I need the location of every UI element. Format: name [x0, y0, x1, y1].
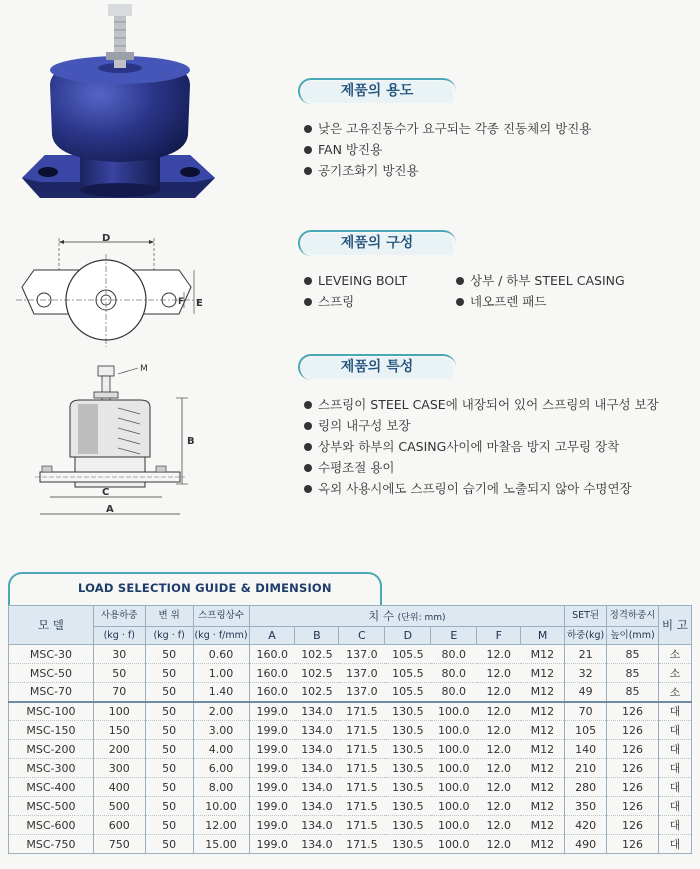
table-cell: 3.00 — [193, 721, 249, 740]
header-dim-b: B — [295, 627, 339, 645]
table-cell: 소 — [658, 683, 691, 702]
table-cell: 50 — [93, 664, 145, 683]
header-displacement: 변 위 — [145, 606, 193, 627]
section-usage-header — [298, 78, 458, 104]
table-cell: M12 — [521, 759, 565, 778]
table-cell: 126 — [607, 778, 659, 797]
table-cell: 100.0 — [431, 702, 477, 721]
table-cell: 140 — [565, 740, 607, 759]
table-cell: 126 — [607, 721, 659, 740]
header-note: 비 고 — [658, 606, 691, 645]
table-cell: 105.5 — [385, 664, 431, 683]
header-rated-height: 정격하중시 — [607, 606, 659, 627]
section-features-title: 제품의 특성 — [340, 359, 414, 375]
table-cell: 대 — [658, 797, 691, 816]
header-dim-m: M — [521, 627, 565, 645]
features-list — [304, 394, 659, 499]
table-cell: 대 — [658, 778, 691, 797]
table-row — [9, 816, 692, 835]
table-cell: MSC-750 — [9, 835, 94, 854]
list-item: 스프링이 STEEL CASE에 내장되어 있어 스프링의 내구성 보장 — [304, 394, 659, 415]
table-cell: 100.0 — [431, 835, 477, 854]
table-cell: M12 — [521, 645, 565, 664]
table-cell: 50 — [145, 702, 193, 721]
table-cell: 100.0 — [431, 740, 477, 759]
table-cell: 50 — [145, 816, 193, 835]
table-cell: 105 — [565, 721, 607, 740]
table-cell: 199.0 — [249, 816, 295, 835]
header-dim-e: E — [431, 627, 477, 645]
header-set-load-unit: 하중(kg) — [565, 627, 607, 645]
table-cell: M12 — [521, 835, 565, 854]
table-cell: 160.0 — [249, 645, 295, 664]
table-cell: 130.5 — [385, 835, 431, 854]
table-cell: 102.5 — [295, 664, 339, 683]
list-item: 네오프렌 패드 — [456, 291, 656, 312]
table-cell: 750 — [93, 835, 145, 854]
table-cell: 6.00 — [193, 759, 249, 778]
table-cell: 134.0 — [295, 759, 339, 778]
table-cell: 134.0 — [295, 721, 339, 740]
table-cell: 500 — [93, 797, 145, 816]
table-row — [9, 759, 692, 778]
table-row — [9, 740, 692, 759]
dim-label-c: C — [102, 487, 110, 498]
table-row — [9, 702, 692, 721]
table-cell: 130.5 — [385, 740, 431, 759]
table-cell: 171.5 — [339, 740, 385, 759]
table-row — [9, 835, 692, 854]
header-dim-a: A — [249, 627, 295, 645]
table-cell: 137.0 — [339, 645, 385, 664]
table-cell: 126 — [607, 797, 659, 816]
table-cell: 134.0 — [295, 835, 339, 854]
table-cell: 85 — [607, 645, 659, 664]
table-cell: 50 — [145, 721, 193, 740]
table-cell: 10.00 — [193, 797, 249, 816]
table-cell: 85 — [607, 664, 659, 683]
section-features — [298, 354, 659, 499]
table-cell: 171.5 — [339, 759, 385, 778]
table-cell: 160.0 — [249, 664, 295, 683]
table-cell: M12 — [521, 778, 565, 797]
table-cell: 50 — [145, 664, 193, 683]
table-cell: 70 — [93, 683, 145, 702]
table-cell: 대 — [658, 702, 691, 721]
top-view-drawing — [14, 232, 219, 352]
header-dim-f: F — [477, 627, 521, 645]
table-cell: 134.0 — [295, 740, 339, 759]
table-cell: 12.0 — [477, 721, 521, 740]
dim-label-e: E — [196, 298, 203, 309]
table-cell: MSC-150 — [9, 721, 94, 740]
table-cell: 130.5 — [385, 702, 431, 721]
table-row — [9, 664, 692, 683]
table-cell: 199.0 — [249, 740, 295, 759]
dim-label-m: M — [140, 364, 148, 374]
table-cell: 50 — [145, 683, 193, 702]
table-cell: M12 — [521, 816, 565, 835]
section-usage-title: 제품의 용도 — [340, 83, 414, 99]
list-item: 공기조화기 방진용 — [304, 160, 591, 181]
table-cell: 12.0 — [477, 835, 521, 854]
table-cell: 130.5 — [385, 778, 431, 797]
table-cell: M12 — [521, 683, 565, 702]
table-cell: 171.5 — [339, 835, 385, 854]
table-cell: 126 — [607, 816, 659, 835]
table-cell: 12.0 — [477, 702, 521, 721]
section-composition-title: 제품의 구성 — [340, 235, 414, 251]
table-cell: M12 — [521, 664, 565, 683]
table-cell: 50 — [145, 759, 193, 778]
table-cell: 50 — [145, 797, 193, 816]
dim-label-b: B — [187, 436, 195, 447]
table-cell: 100.0 — [431, 759, 477, 778]
table-cell: 12.00 — [193, 816, 249, 835]
section-composition — [298, 230, 656, 312]
table-cell: 대 — [658, 759, 691, 778]
table-cell: 134.0 — [295, 702, 339, 721]
header-displacement-unit: (kg · f) — [145, 627, 193, 645]
table-cell: 소 — [658, 664, 691, 683]
header-load-unit: (kg · f) — [93, 627, 145, 645]
table-cell: 134.0 — [295, 778, 339, 797]
table-cell: 80.0 — [431, 664, 477, 683]
table-cell: 171.5 — [339, 721, 385, 740]
table-cell: MSC-500 — [9, 797, 94, 816]
table-cell: 137.0 — [339, 683, 385, 702]
table-cell: 350 — [565, 797, 607, 816]
table-row — [9, 645, 692, 664]
table-cell: 50 — [145, 835, 193, 854]
composition-list — [304, 270, 656, 312]
table-cell: 12.0 — [477, 816, 521, 835]
table-cell: 134.0 — [295, 797, 339, 816]
table-cell: 100.0 — [431, 721, 477, 740]
table-cell: 210 — [565, 759, 607, 778]
table-cell: 199.0 — [249, 835, 295, 854]
table-cell: 130.5 — [385, 816, 431, 835]
table-cell: MSC-400 — [9, 778, 94, 797]
table-cell: 199.0 — [249, 797, 295, 816]
table-cell: 80.0 — [431, 683, 477, 702]
table-cell: 70 — [565, 702, 607, 721]
table-cell: 130.5 — [385, 797, 431, 816]
table-cell: 12.0 — [477, 778, 521, 797]
table-cell: 12.0 — [477, 645, 521, 664]
header-dimensions: 치 수 (단위: mm) — [249, 606, 565, 627]
table-cell: 12.0 — [477, 797, 521, 816]
table-cell: 134.0 — [295, 816, 339, 835]
table-cell: 150 — [93, 721, 145, 740]
table-cell: 126 — [607, 740, 659, 759]
table-cell: MSC-50 — [9, 664, 94, 683]
table-cell: MSC-70 — [9, 683, 94, 702]
header-rated-height-unit: 높이(mm) — [607, 627, 659, 645]
table-cell: 137.0 — [339, 664, 385, 683]
usage-list — [304, 118, 591, 181]
table-cell: 50 — [145, 645, 193, 664]
load-guide-title: LOAD SELECTION GUIDE & DIMENSION — [78, 581, 332, 595]
table-cell: 4.00 — [193, 740, 249, 759]
side-view-drawing — [30, 362, 205, 522]
table-cell: 199.0 — [249, 759, 295, 778]
table-cell: 171.5 — [339, 778, 385, 797]
header-spring-unit: (kg · f/mm) — [193, 627, 249, 645]
header-model: 모 델 — [9, 606, 94, 645]
table-cell: 130.5 — [385, 759, 431, 778]
header-spring-constant: 스프링상수 — [193, 606, 249, 627]
table-cell: 171.5 — [339, 797, 385, 816]
section-composition-header — [298, 230, 458, 256]
list-item: LEVEING BOLT — [304, 270, 456, 291]
list-item: 낮은 고유진동수가 요구되는 각종 진동체의 방진용 — [304, 118, 591, 139]
table-cell: 102.5 — [295, 645, 339, 664]
table-cell: 12.0 — [477, 664, 521, 683]
list-item: 상부와 하부의 CASING사이에 마찰음 방지 고무링 장착 — [304, 436, 659, 457]
table-cell: 대 — [658, 740, 691, 759]
dim-label-a: A — [106, 504, 114, 515]
table-cell: 80.0 — [431, 645, 477, 664]
table-row — [9, 683, 692, 702]
header-load: 사용하중 — [93, 606, 145, 627]
dim-label-f: F — [178, 297, 185, 307]
table-cell: MSC-300 — [9, 759, 94, 778]
table-cell: 199.0 — [249, 721, 295, 740]
list-item: 수평조절 용이 — [304, 457, 659, 478]
table-cell: 300 — [93, 759, 145, 778]
table-cell: 32 — [565, 664, 607, 683]
table-cell: M12 — [521, 797, 565, 816]
table-cell: 대 — [658, 816, 691, 835]
table-cell: 1.00 — [193, 664, 249, 683]
table-row — [9, 721, 692, 740]
table-cell: M12 — [521, 740, 565, 759]
table-cell: M12 — [521, 702, 565, 721]
table-cell: 100.0 — [431, 778, 477, 797]
table-cell: 126 — [607, 835, 659, 854]
section-features-header — [298, 354, 458, 380]
table-cell: 85 — [607, 683, 659, 702]
table-cell: 280 — [565, 778, 607, 797]
table-cell: 400 — [93, 778, 145, 797]
table-cell: 126 — [607, 702, 659, 721]
table-cell: 105.5 — [385, 683, 431, 702]
table-cell: 1.40 — [193, 683, 249, 702]
table-cell: 199.0 — [249, 778, 295, 797]
list-item: 옥외 사용시에도 스프링이 습기에 노출되지 않아 수명연장 — [304, 478, 659, 499]
dim-label-d: D — [102, 233, 111, 244]
table-cell: 15.00 — [193, 835, 249, 854]
table-cell: 171.5 — [339, 816, 385, 835]
table-cell: 200 — [93, 740, 145, 759]
table-cell: 대 — [658, 835, 691, 854]
list-item: 링의 내구성 보장 — [304, 415, 659, 436]
table-cell: 21 — [565, 645, 607, 664]
table-cell: MSC-30 — [9, 645, 94, 664]
table-cell: 420 — [565, 816, 607, 835]
table-cell: 30 — [93, 645, 145, 664]
table-cell: 49 — [565, 683, 607, 702]
table-cell: 126 — [607, 759, 659, 778]
table-cell: 105.5 — [385, 645, 431, 664]
table-cell: 100.0 — [431, 797, 477, 816]
section-usage — [298, 78, 591, 181]
table-cell: 50 — [145, 740, 193, 759]
table-cell: 100.0 — [431, 816, 477, 835]
table-cell: 12.0 — [477, 740, 521, 759]
list-item: 상부 / 하부 STEEL CASING — [456, 270, 656, 291]
table-row — [9, 778, 692, 797]
table-cell: 130.5 — [385, 721, 431, 740]
table-cell: 600 — [93, 816, 145, 835]
table-cell: 100 — [93, 702, 145, 721]
table-cell: MSC-200 — [9, 740, 94, 759]
load-selection-table — [8, 605, 692, 854]
table-cell: 171.5 — [339, 702, 385, 721]
list-item: 스프링 — [304, 291, 456, 312]
list-item: FAN 방진용 — [304, 139, 591, 160]
table-cell: 0.60 — [193, 645, 249, 664]
table-cell: 8.00 — [193, 778, 249, 797]
table-cell: 160.0 — [249, 683, 295, 702]
table-cell: 12.0 — [477, 759, 521, 778]
table-body — [9, 645, 692, 854]
table-cell: 대 — [658, 721, 691, 740]
product-photo — [10, 0, 225, 205]
table-cell: 102.5 — [295, 683, 339, 702]
table-cell: 490 — [565, 835, 607, 854]
table-cell: 12.0 — [477, 683, 521, 702]
table-row — [9, 797, 692, 816]
table-cell: M12 — [521, 721, 565, 740]
header-dim-d: D — [385, 627, 431, 645]
table-cell: MSC-600 — [9, 816, 94, 835]
table-cell: MSC-100 — [9, 702, 94, 721]
table-cell: 50 — [145, 778, 193, 797]
table-cell: 소 — [658, 645, 691, 664]
table-cell: 2.00 — [193, 702, 249, 721]
header-dim-c: C — [339, 627, 385, 645]
header-set-load: SET된 — [565, 606, 607, 627]
table-cell: 199.0 — [249, 702, 295, 721]
